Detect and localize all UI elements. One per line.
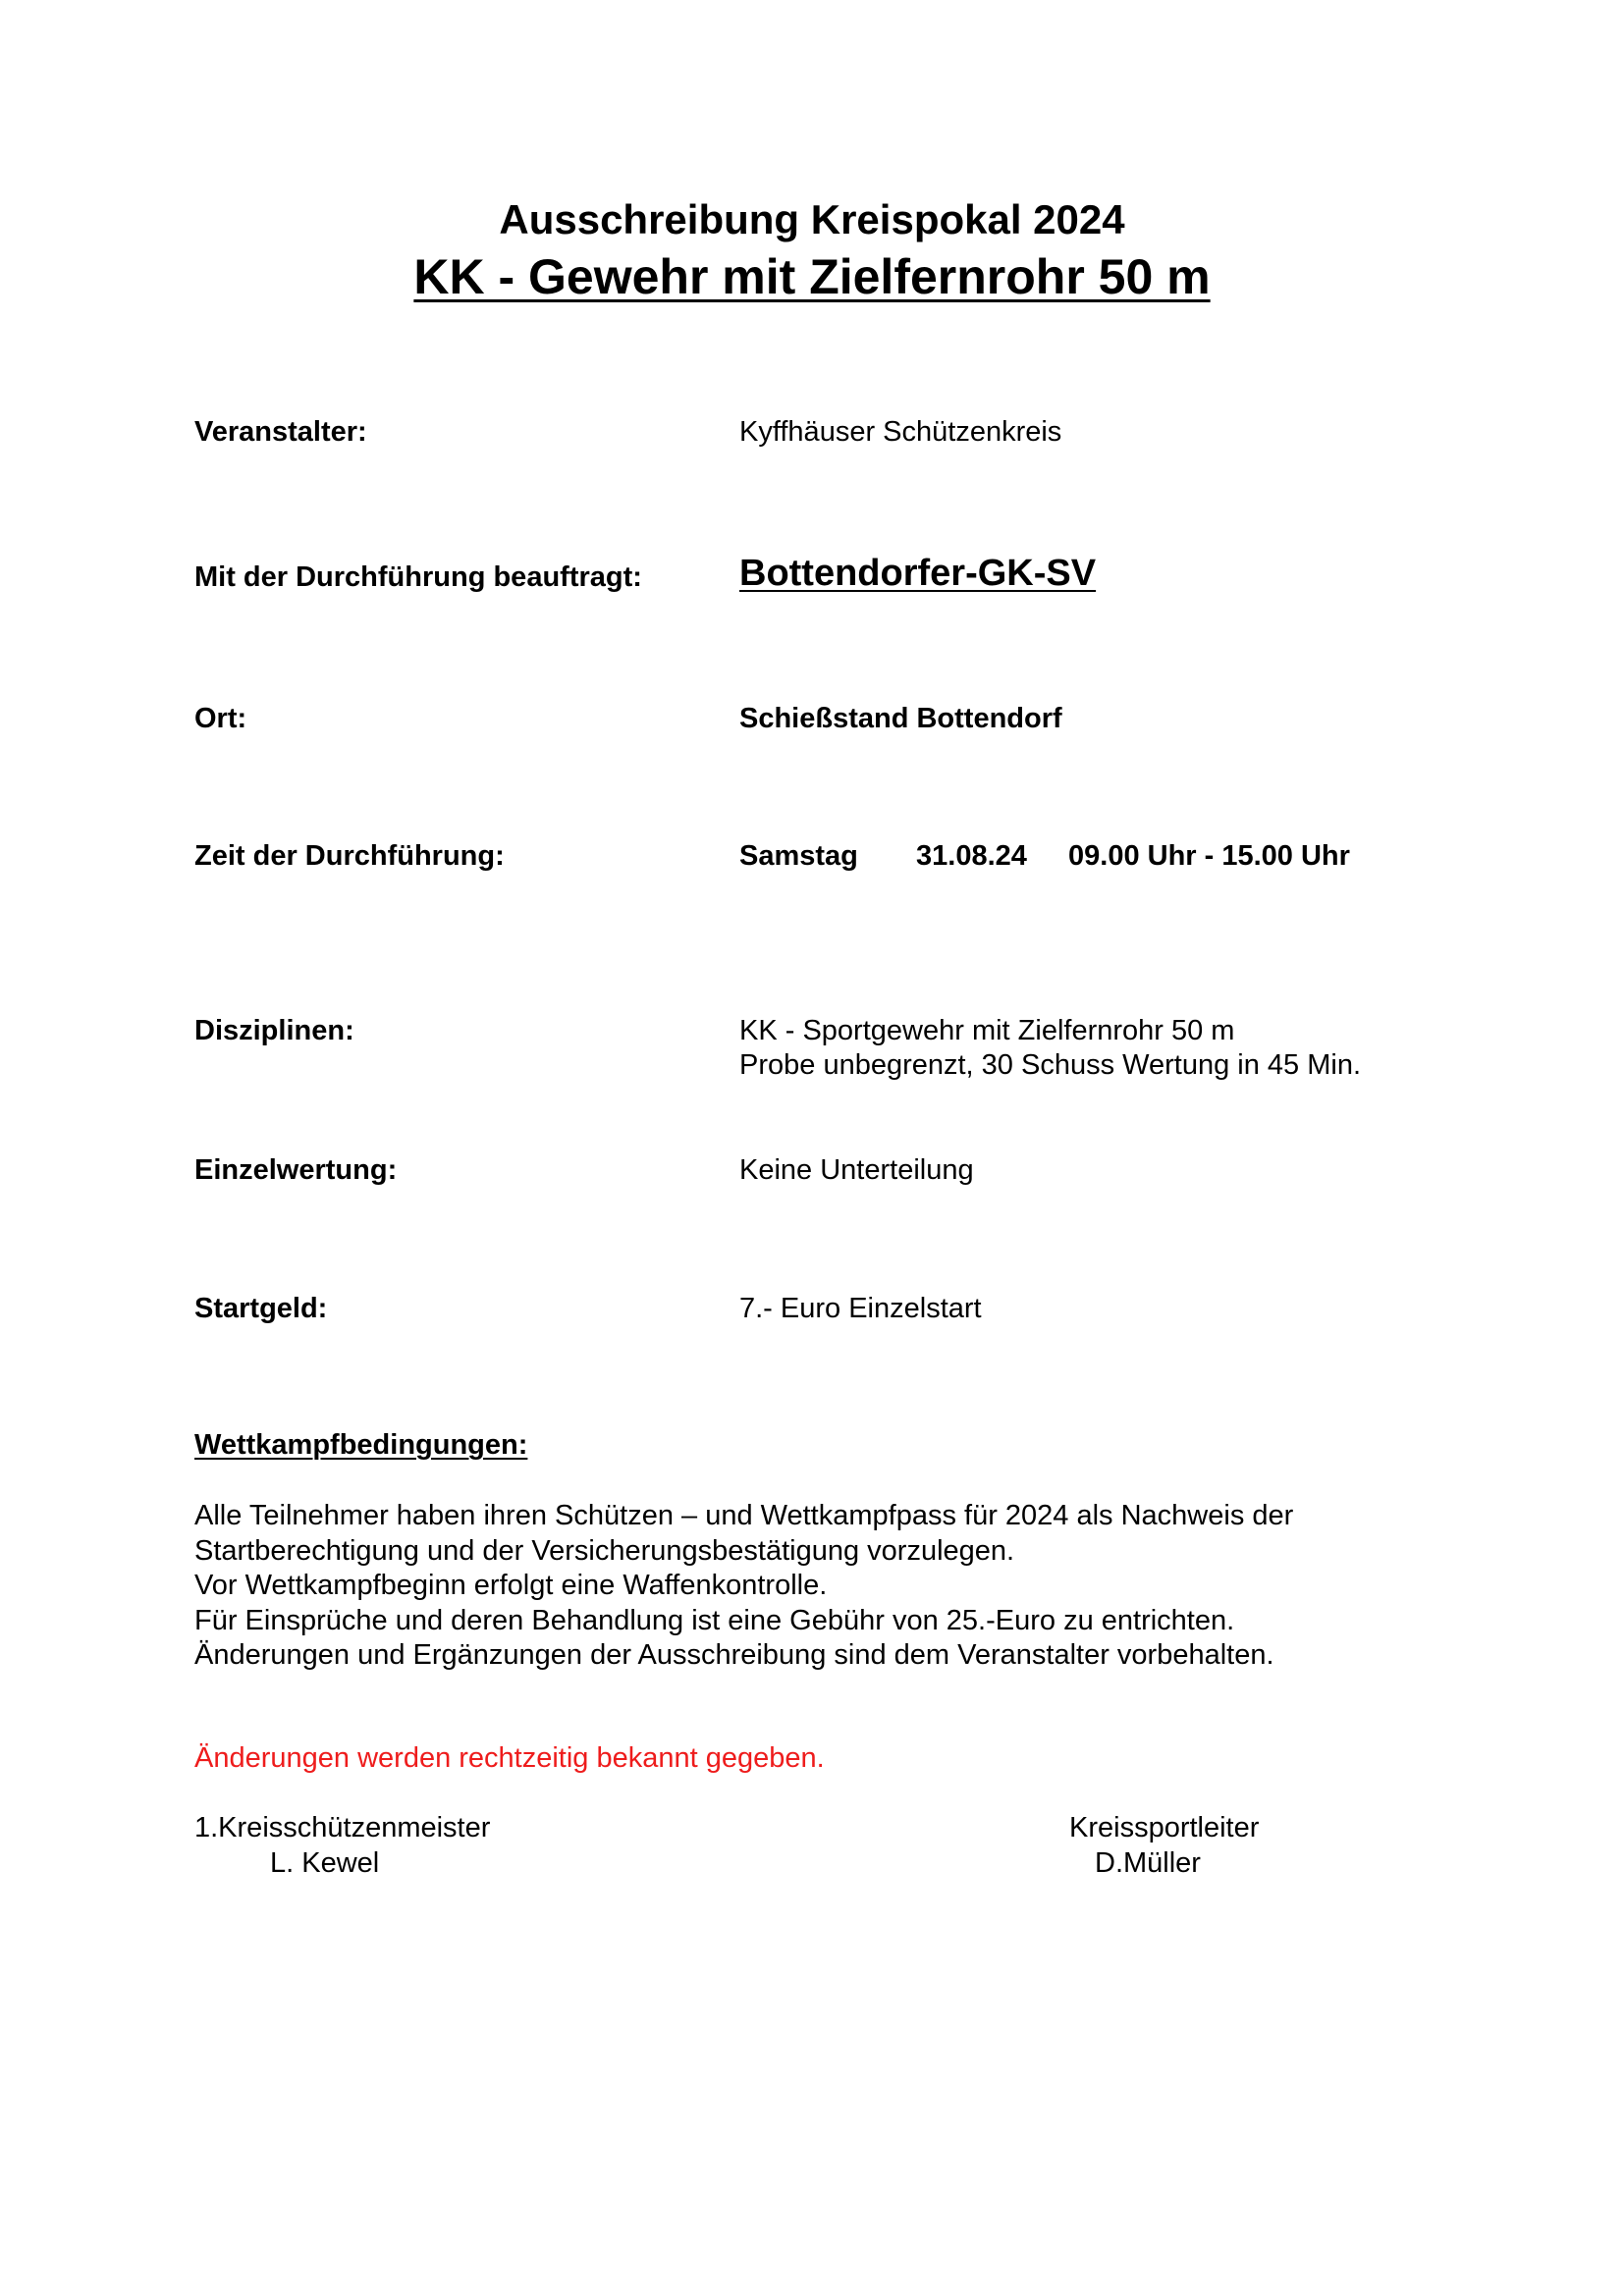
label-einzelwertung: Einzelwertung: [194, 1154, 398, 1186]
value-disziplinen-line2: Probe unbegrenzt, 30 Schuss Wertung in 45 Min. [739, 1049, 1362, 1081]
signature-left-name: L. Kewel [270, 1847, 380, 1879]
label-ort: Ort: [194, 703, 247, 734]
label-disziplinen: Disziplinen: [194, 1015, 354, 1046]
signature-right-name: D.Müller [1095, 1847, 1201, 1879]
value-startgeld: 7.- Euro Einzelstart [739, 1293, 982, 1324]
conditions-text [194, 1499, 1293, 1674]
condition-line: Für Einsprüche und deren Behandlung ist eine Gebühr von 25.-Euro zu entrichten. [194, 1604, 1235, 1636]
label-startgeld: Startgeld: [194, 1293, 328, 1324]
zeit-day: Samstag [739, 840, 858, 872]
value-ort: Schießstand Bottendorf [739, 703, 1062, 734]
signature-left-role: 1.Kreisschützenmeister [194, 1812, 491, 1843]
condition-line: Startberechtigung und der Versicherungsbestätigung vorzulegen. [194, 1534, 1015, 1567]
value-zeit [739, 838, 1350, 874]
value-disziplinen-line1: KK - Sportgewehr mit Zielfernrohr 50 m [739, 1015, 1235, 1046]
label-veranstalter: Veranstalter: [194, 416, 367, 448]
signature-right-role: Kreissportleiter [1069, 1812, 1260, 1843]
conditions-heading: Wettkampfbedingungen: [194, 1429, 528, 1461]
changes-notice: Änderungen werden rechtzeitig bekannt gegeben. [194, 1742, 825, 1774]
condition-line: Alle Teilnehmer haben ihren Schützen – und Wettkampfpass für 2024 als Nachweis der [194, 1500, 1294, 1531]
zeit-date: 31.08.24 [916, 840, 1027, 872]
value-einzelwertung: Keine Unterteilung [739, 1154, 974, 1186]
value-durchfuehrung: Bottendorfer-GK-SV [739, 553, 1097, 594]
condition-line: Änderungen und Ergänzungen der Ausschreibung sind dem Veranstalter vorbehalten. [194, 1639, 1274, 1671]
value-veranstalter: Kyffhäuser Schützenkreis [739, 416, 1062, 448]
label-durchfuehrung: Mit der Durchführung beauftragt: [194, 561, 642, 593]
condition-line: Vor Wettkampfbeginn erfolgt eine Waffenkontrolle. [194, 1570, 828, 1601]
label-zeit: Zeit der Durchführung: [194, 840, 505, 872]
zeit-time: 09.00 Uhr - 15.00 Uhr [1068, 840, 1350, 872]
document-subtitle: KK - Gewehr mit Zielfernrohr 50 m [413, 249, 1211, 304]
document-title: Ausschreibung Kreispokal 2024 [499, 196, 1125, 242]
